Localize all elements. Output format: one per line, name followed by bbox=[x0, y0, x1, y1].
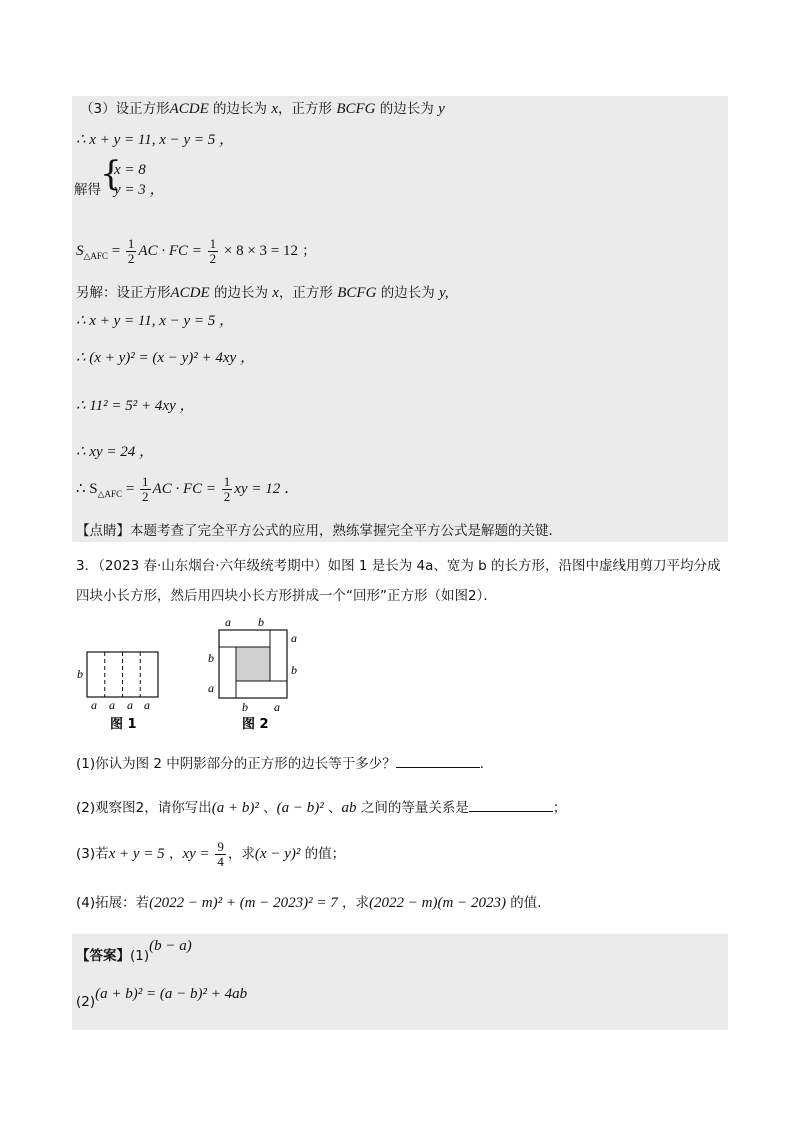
fig2-bottom-a: a bbox=[274, 700, 280, 714]
figures bbox=[70, 612, 310, 742]
part3-line2: ∴ x + y = 11, x − y = 5 ， bbox=[76, 132, 235, 148]
fig1-label-a3: a bbox=[127, 698, 133, 712]
q3-stem-line2: 四块小长方形，然后用四块小长方形拼成一个“回形”正方形（如图2）． bbox=[76, 588, 497, 604]
alt-line5: ∴ xy = 24 ， bbox=[76, 444, 154, 460]
q3-stem-line1: 3．（2023 春·山东烟台·六年级统考期中）如图 1 是长为 4a、宽为 b 的长方形，沿图中虚线用剪刀平均分成 bbox=[76, 558, 721, 574]
figure-2 bbox=[208, 615, 297, 714]
fig2-left-b: b bbox=[208, 651, 214, 665]
answer-blank-2[interactable] bbox=[469, 799, 553, 812]
fig1-label-b: b bbox=[77, 667, 83, 681]
alt-line2: ∴ x + y = 11, x − y = 5 ， bbox=[76, 313, 235, 329]
fig1-label-a1: a bbox=[91, 698, 97, 712]
alt-line1: 另解：设正方形ACDE 的边长为 x，正方形 BCFG 的边长为 y, bbox=[76, 285, 449, 301]
system-brace: { bbox=[100, 154, 122, 194]
answer-blank-1[interactable] bbox=[396, 755, 480, 768]
part3-line1: （3）设正方形ACDE 的边长为 x，正方形 BCFG 的边长为 y bbox=[80, 101, 445, 117]
answer-2: (2)(a + b)² = (a − b)² + 4ab bbox=[76, 986, 248, 1010]
answer-1: 【答案】(1)(b − a) bbox=[76, 938, 192, 964]
fig1-caption: 图 1 bbox=[110, 717, 137, 732]
fig2-top-a: a bbox=[225, 615, 231, 629]
fig1-label-a4: a bbox=[144, 698, 150, 712]
solve-label: 解得 bbox=[74, 182, 101, 198]
fig2-right-b: b bbox=[291, 663, 297, 677]
sub-question-4: (4)拓展：若(2022 − m)² + (m − 2023)² = 7 ，求(2022 − m)(m − 2023) 的值． bbox=[76, 895, 551, 911]
fig2-top-b: b bbox=[258, 615, 264, 629]
fig2-left-a: a bbox=[208, 681, 214, 695]
dianjing-note: 【点睛】本题考查了完全平方公式的应用，熟练掌握完全平方公式是解题的关键． bbox=[76, 523, 562, 539]
alt-line6: ∴ $S_{\triangle AFC}$ = $\frac{1}{2}$ AC · FC = $\frac{1}{2}$ xy = 12 ． bbox=[76, 474, 299, 505]
sub-question-2: (2)观察图2，请你写出(a + b)² 、(a − b)² 、ab 之间的等量关系是 ； bbox=[76, 800, 567, 816]
fig1-label-a2: a bbox=[109, 698, 115, 712]
part3-area: $S_{\triangle AFC}$ = $\frac{1}{2}$ AC · FC = $\frac{1}{2}$ × 8 × 3 = 12 ； bbox=[76, 236, 316, 267]
alt-line3: ∴ (x + y)² = (x − y)² + 4xy ， bbox=[76, 350, 255, 366]
system-y: y = 3 ， bbox=[114, 182, 165, 198]
alt-line4: ∴ 11² = 5² + 4xy ， bbox=[76, 398, 195, 414]
fig2-caption: 图 2 bbox=[242, 717, 269, 732]
sub-question-1: (1)你认为图 2 中阴影部分的正方形的边长等于多少？ ． bbox=[76, 756, 494, 772]
figure-1 bbox=[77, 652, 158, 712]
fig2-right-a: a bbox=[291, 631, 297, 645]
fig2-bottom-b: b bbox=[242, 700, 248, 714]
system-x: x = 8 bbox=[114, 162, 146, 178]
sub-question-3: (3)若x + y = 5 ，xy = $\frac{9}{4}$ ，求(x − y)² 的值； bbox=[76, 838, 346, 869]
